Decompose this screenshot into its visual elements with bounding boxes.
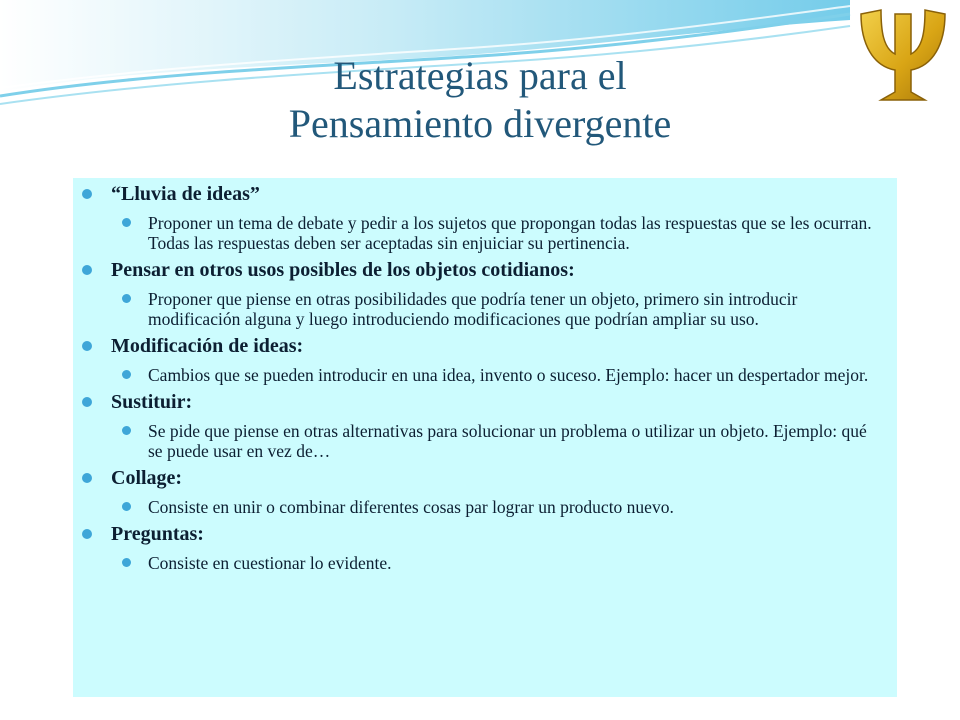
strategy-item <box>73 466 879 517</box>
strategy-detail-list <box>73 497 879 517</box>
sub-bullet-icon <box>122 294 131 303</box>
strategy-detail-list <box>73 289 879 329</box>
sub-bullet-icon <box>122 218 131 227</box>
strategy-item <box>73 522 879 573</box>
strategy-detail-list <box>73 213 879 253</box>
strategy-detail-item <box>73 365 879 385</box>
strategy-detail-item <box>73 213 879 253</box>
bullet-icon <box>82 397 92 407</box>
sub-bullet-icon <box>122 558 131 567</box>
sub-bullet-icon <box>122 426 131 435</box>
strategy-heading: “Lluvia de ideas” <box>111 183 260 205</box>
strategy-heading: Collage: <box>111 467 183 489</box>
strategy-item <box>73 390 879 461</box>
strategy-detail-item <box>73 553 879 573</box>
psi-symbol-icon <box>847 0 960 112</box>
slide-title <box>150 52 810 148</box>
bullet-icon <box>82 341 92 351</box>
strategy-heading: Preguntas: <box>111 523 204 545</box>
strategy-detail: Se pide que piense en otras alternativas para solucionar un problema o utilizar un objeto. Ejemplo: qué se puede usar en vez de… <box>148 421 867 461</box>
strategy-detail-list <box>73 365 879 385</box>
strategy-detail-item <box>73 497 879 517</box>
strategy-detail-list <box>73 553 879 573</box>
strategy-detail: Consiste en unir o combinar diferentes cosas par lograr un producto nuevo. <box>148 497 674 517</box>
strategy-detail: Proponer un tema de debate y pedir a los sujetos que propongan todas las respuestas que se les ocurran. Todas las respuestas deben ser aceptadas sin enjuiciar su pertinencia. <box>148 213 872 253</box>
strategy-heading: Pensar en otros usos posibles de los objetos cotidianos: <box>111 259 575 281</box>
title-line-2: Pensamiento divergente <box>288 101 672 146</box>
sub-bullet-icon <box>122 502 131 511</box>
strategy-item <box>73 258 879 329</box>
bullet-icon <box>82 265 92 275</box>
bullet-icon <box>82 529 92 539</box>
strategy-detail: Consiste en cuestionar lo evidente. <box>148 553 392 573</box>
strategy-list <box>73 182 879 573</box>
strategy-detail-list <box>73 421 879 461</box>
strategy-detail-item <box>73 289 879 329</box>
bullet-icon <box>82 189 92 199</box>
strategy-detail-item <box>73 421 879 461</box>
strategy-detail: Cambios que se pueden introducir en una idea, invento o suceso. Ejemplo: hacer un despertador mejor. <box>148 365 869 385</box>
strategy-item <box>73 182 879 253</box>
strategy-detail: Proponer que piense en otras posibilidades que podría tener un objeto, primero sin introducir modificación alguna y luego introduciendo modificaciones que podrían ampliar su uso. <box>148 289 798 329</box>
sub-bullet-icon <box>122 370 131 379</box>
strategy-heading: Sustituir: <box>111 391 193 413</box>
title-line-1: Estrategias para el <box>333 53 627 98</box>
strategy-heading: Modificación de ideas: <box>111 335 304 357</box>
bullet-icon <box>82 473 92 483</box>
content-panel <box>73 178 897 697</box>
strategy-item <box>73 334 879 385</box>
